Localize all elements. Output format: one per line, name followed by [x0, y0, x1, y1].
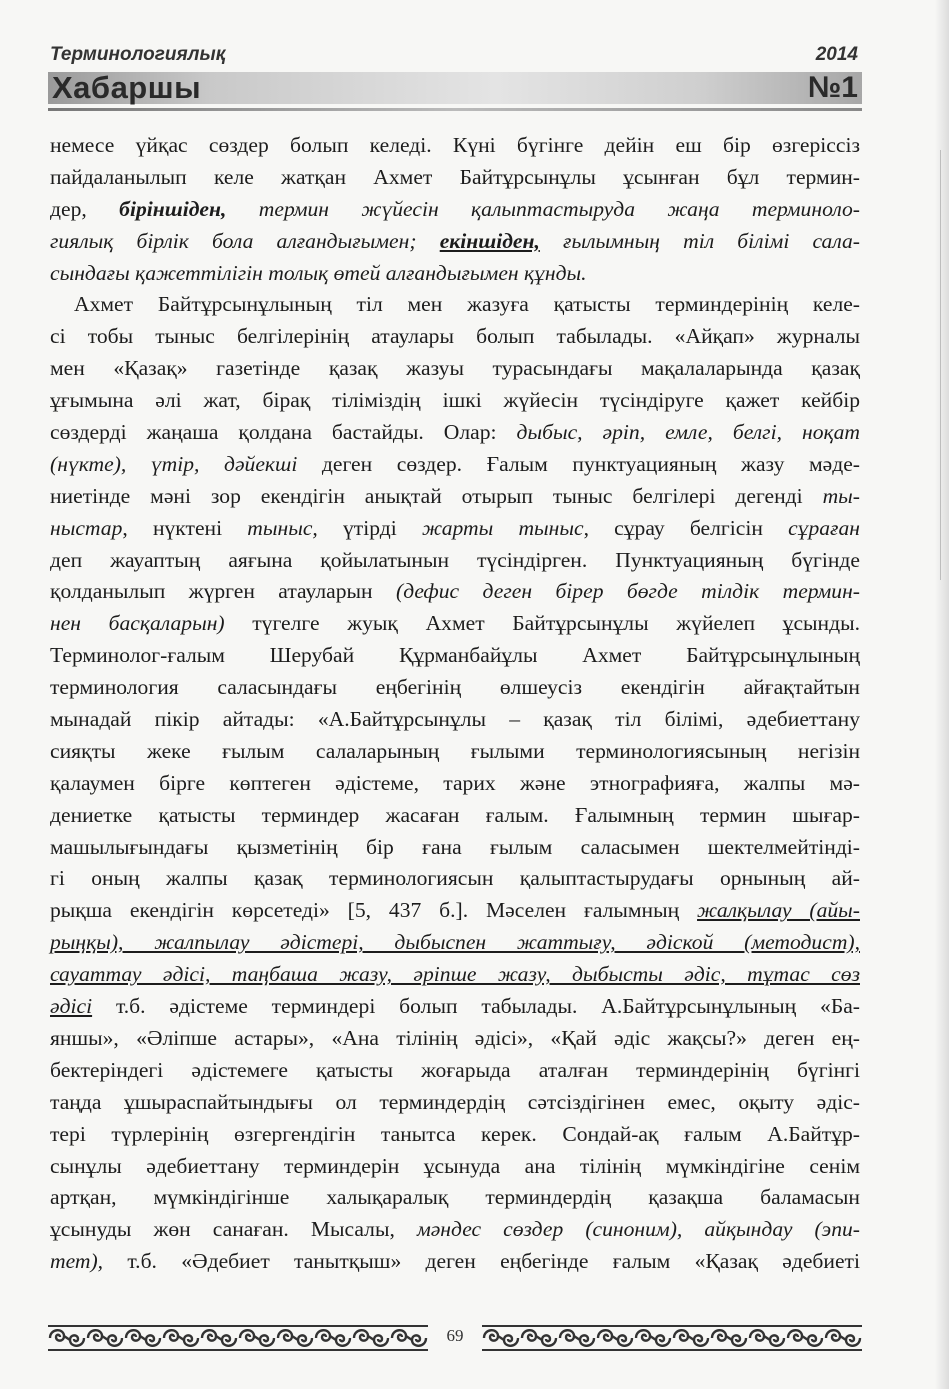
title-bar [48, 72, 862, 104]
text-line: қалаумен бірге көптеген әдістеме, тарих және этнографияға, жалпы мә- [50, 770, 860, 795]
text-line: артқан, мүмкіндігінше халықаралық терминдердің қазақша баламасын [50, 1185, 860, 1210]
text-line: әдісі т.б. әдістеме терминдері болып табылады. А.Байтұрсынұлының «Ба- [50, 994, 860, 1019]
text-line: мынадай пікір айтады: «А.Байтұрсынұлы – қазақ тіл білімі, әдебиеттану [50, 707, 860, 732]
text-line: немесе үйқас сөздер болып келеді. Күні бүгінге дейін еш бір өзгеріссіз [50, 133, 860, 157]
text-line: ниетінде мәні зор екендігін анықтай отырып тыныс белгілері дегенді ты- [50, 483, 860, 508]
page-number: 69 [446, 1326, 464, 1345]
margin-rule [940, 150, 941, 580]
text-line: таңда ұшыраспайтындығы ол терминдердің сәтсіздігінен емес, оқыту әдіс- [50, 1089, 860, 1114]
text-line: деп жауаптың аяғына қойылатынын түсіндірген. Пунктуацияның бүгінде [50, 547, 860, 572]
text-line: сынұлы әдебиеттану терминдерін ұсынуда ана тілінің мүмкіндігіне сенім [50, 1153, 860, 1178]
ornament-border-left [48, 1322, 428, 1354]
text-line: Терминолог-ғалым Шерубай Құрманбайұлы Ахмет Байтұрсынұлының [50, 643, 860, 668]
text-line: дер, біріншіден, термин жүйесін қалыптастыруда жаңа терминоло- [50, 196, 860, 221]
text-line: Ахмет Байтұрсынұлының тіл мен жазуға қатысты терминдерінің келе- [74, 292, 860, 317]
text-line: нен басқаларын) түгелге жуық Ахмет Байтұрсынұлы жүйелеп ұсынды. [50, 611, 860, 636]
text-line: гі оның жалпы қазақ терминологиясын қалыптастырудағы орнының ай- [50, 866, 860, 891]
article-body [50, 130, 860, 1278]
journal-title: Хабаршы [52, 70, 202, 105]
text-line: рыңқы), жалпылау әдістері, дыбыспен жаттығу, әдіской (методист), [50, 930, 860, 955]
text-line: сауаттау әдісі, таңбаша жазу, әріпше жазу, дыбысты әдіс, тұтас сөз [50, 962, 860, 987]
text-line: бектеріндегі әдістемеге қатысты жоғарыда аталған терминдерінің бүгінгі [50, 1057, 860, 1082]
text-line: яншы», «Әліпше астары», «Ана тілінің әдісі», «Қай әдіс жақсы?» деген ең- [50, 1025, 860, 1050]
text-line: сөздерді жаңаша қолдана бастайды. Олар: дыбыс, әріп, емле, белгі, ноқат [50, 420, 860, 445]
text-line: ұсынуды жөн санаған. Мысалы, мәндес сөздер (синоним), айқындау (эпи- [50, 1217, 860, 1242]
text-line: тері түрлерінің өзгергендігін танытса керек. Сондай-ақ ғалым А.Байтұр- [50, 1121, 860, 1146]
journal-name: Терминологиялық [50, 44, 226, 65]
text-line: ныстар, нүктені тыныс, үтірді жарты тыныс, сұрау белгісін сұраған [50, 515, 860, 540]
text-line: тет), т.б. «Әдебиет танытқыш» деген еңбегінде ғалым «Қазақ әдебиеті [50, 1249, 860, 1274]
text-line: қолданылып жүрген атауларын (дефис деген бірер бөгде тілдік термин- [50, 579, 860, 604]
title-bar-underline [48, 108, 862, 111]
text-line: мен «Қазақ» газетінде қазақ жазуы турасындағы мақалаларында қазақ [50, 356, 860, 381]
ornament-border-right [482, 1322, 862, 1354]
text-line: машылығындағы қызметінің бір ғана ғылым саласымен шектелмейтінді- [50, 834, 860, 859]
text-line: сі тобы тыныс белгілерінің атаулары болып табылады. «Айқап» журналы [50, 324, 860, 349]
text-line: сындағы қажеттілігін толық өтей алғандығымен құнды. [50, 260, 587, 285]
journal-year: 2014 [815, 44, 858, 65]
text-line: пайдаланылып келе жатқан Ахмет Байтұрсынұлы ұсынған бұл термин- [50, 164, 860, 189]
page-edge-shadow [935, 0, 949, 1389]
text-line: дениетке қатысты терминдер жасаған ғалым. Ғалымның термин шығар- [50, 802, 860, 827]
text-line: рықша екендігін көрсетеді» [5, 437 б.]. Мәселен ғалымның жалқылау (айы- [50, 898, 860, 923]
running-header [50, 44, 858, 70]
text-line: (нүкте), үтір, дәйекші деген сөздер. Ғалым пунктуацияның жазу мәде- [50, 451, 860, 476]
text-line: ұғымына әлі жат, бірақ тіліміздің ішкі жүйесін түсіндіруге қажет кейбір [50, 388, 860, 413]
issue-number: №1 [807, 71, 858, 104]
text-line: сияқты жеке ғылым салаларының ғылыми терминологиясының негізін [50, 738, 860, 763]
text-line: терминология саласындағы еңбегінің өлшеусіз екендігін айғақтайтын [50, 675, 860, 700]
text-line: гиялық бірлік бола алғандығымен; екіншіден, ғылымның тіл білімі сала- [50, 228, 860, 253]
page-footer [48, 1318, 862, 1358]
